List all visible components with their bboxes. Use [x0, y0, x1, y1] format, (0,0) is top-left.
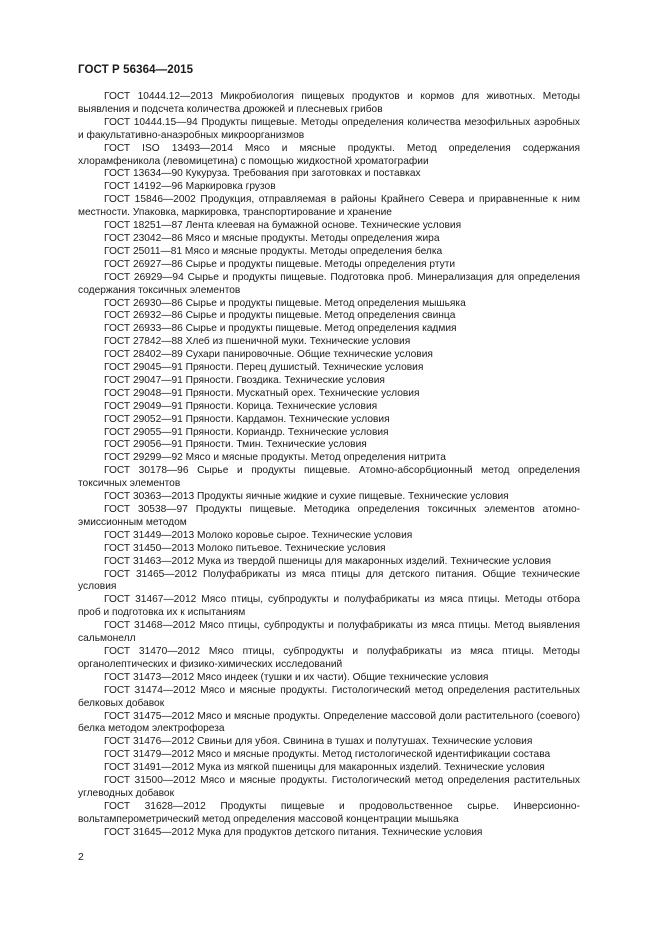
reference-item: ГОСТ 31449—2013 Молоко коровье сырое. Технические условия	[104, 529, 413, 541]
reference-item: ГОСТ 31628—2012 Продукты пищевые и продовольственное сырье. Инверсионно-вольтамперометрический метод определения массовой концентрации мышьяка	[78, 800, 580, 825]
reference-item: ГОСТ 31500—2012 Мясо и мясные продукты. Гистологический метод определения растительных углеводных добавок	[78, 775, 580, 799]
reference-item: ГОСТ 29049—91 Пряности. Корица. Технические условия	[104, 400, 378, 412]
reference-item: ГОСТ 30178—96 Сырье и продукты пищевые. Атомно-абсорбционный метод определения токсичных элементов	[78, 465, 580, 490]
reference-item: ГОСТ 29299—92 Мясо и мясные продукты. Метод определения нитрита	[104, 452, 446, 464]
reference-item: ГОСТ 10444.15—94 Продукты пищевые. Методы определения количества мезофильных аэробных и факультативно-анаэробных микроорганизмов	[78, 116, 580, 141]
reference-item: ГОСТ 18251—87 Лента клеевая на бумажной основе. Технические условия	[104, 220, 462, 232]
reference-item: ГОСТ 28402—89 Сухари панировочные. Общие технические условия	[104, 349, 433, 361]
reference-item: ГОСТ 30363—2013 Продукты яичные жидкие и сухие пищевые. Технические условия	[104, 491, 509, 503]
reference-item: ГОСТ 31470—2012 Мясо птицы, субпродукты и полуфабрикаты из мяса птицы. Методы органолептических и физико-химических исследований	[78, 645, 580, 670]
reference-item: ГОСТ 15846—2002 Продукция, отправляемая в районы Крайнего Севера и приравненные к ним местности. Упаковка, маркировка, транспортирование и хранение	[78, 194, 580, 219]
reference-item: ГОСТ 31465—2012 Полуфабрикаты из мяса птицы для детского питания. Общие технические условия	[78, 568, 580, 593]
reference-item: ГОСТ 29047—91 Пряности. Гвоздика. Технические условия	[104, 374, 385, 386]
page-number: 2	[78, 851, 84, 863]
reference-item: ГОСТ 31463—2012 Мука из твердой пшеницы для макаронных изделий. Технические условия	[104, 555, 551, 567]
reference-item: ГОСТ 13634—90 Кукуруза. Требования при заготовках и поставках	[104, 168, 421, 180]
reference-item: ГОСТ 30538—97 Продукты пищевые. Методика определения токсичных элементов атомно-эмиссионным методом	[78, 504, 580, 528]
reference-item: ГОСТ 26927—86 Сырье и продукты пищевые. Методы определения ртути	[104, 258, 456, 270]
reference-item: ГОСТ 10444.12—2013 Микробиология пищевых продуктов и кормов для животных. Методы выявления и подсчета количества дрожжей и плесневых грибов	[78, 91, 580, 115]
reference-item: ГОСТ 31475—2012 Мясо и мясные продукты. Определение массовой доли растительного (соевого) белка методом электрофореза	[78, 710, 580, 735]
reference-item: ГОСТ 29055—91 Пряности. Кориандр. Технические условия	[104, 426, 389, 438]
reference-item: ГОСТ 26932—86 Сырье и продукты пищевые. Метод определения свинца	[104, 310, 456, 322]
reference-item: ГОСТ 23042—86 Мясо и мясные продукты. Методы определения жира	[104, 232, 440, 244]
reference-item: ГОСТ 31645—2012 Мука для продуктов детского питания. Технические условия	[104, 826, 483, 838]
reference-item: ГОСТ 29048—91 Пряности. Мускатный орех. Технические условия	[104, 387, 420, 399]
reference-item: ГОСТ 31450—2013 Молоко питьевое. Технические условия	[104, 542, 386, 554]
reference-item: ГОСТ 26930—86 Сырье и продукты пищевые. Метод определения мышьяка	[104, 297, 466, 309]
normative-references-list	[78, 91, 580, 840]
reference-item: ГОСТ 31479—2012 Мясо и мясные продукты. Метод гистологической идентификации состава	[104, 749, 551, 761]
reference-item: ГОСТ 14192—96 Маркировка грузов	[104, 181, 276, 193]
reference-item: ГОСТ ISO 13493—2014 Мясо и мясные продукты. Метод определения содержания хлорамфеникола (левомицетина) с помощью жидкостной хроматографии	[78, 142, 580, 167]
reference-item: ГОСТ 31491—2012 Мука из мягкой пшеницы для макаронных изделий. Технические условия	[104, 762, 545, 774]
reference-item: ГОСТ 26929—94 Сырье и продукты пищевые. Подготовка проб. Минерализация для определения содержания токсичных элементов	[78, 271, 580, 296]
reference-item: ГОСТ 29052—91 Пряности. Кардамон. Технические условия	[104, 413, 390, 425]
reference-item: ГОСТ 27842—88 Хлеб из пшеничной муки. Технические условия	[104, 336, 411, 348]
reference-item: ГОСТ 31476—2012 Свиньи для убоя. Свинина в тушах и полутушах. Технические условия	[104, 736, 533, 748]
document-header: ГОСТ Р 56364—2015	[78, 64, 194, 76]
reference-item: ГОСТ 29056—91 Пряности. Тмин. Технические условия	[104, 439, 367, 451]
reference-item: ГОСТ 29045—91 Пряности. Перец душистый. Технические условия	[104, 362, 424, 374]
reference-item: ГОСТ 25011—81 Мясо и мясные продукты. Методы определения белка	[104, 245, 443, 257]
reference-item: ГОСТ 31473—2012 Мясо индеек (тушки и их части). Общие технические условия	[104, 671, 489, 683]
reference-item: ГОСТ 26933—86 Сырье и продукты пищевые. Метод определения кадмия	[104, 323, 457, 335]
reference-item: ГОСТ 31467—2012 Мясо птицы, субпродукты и полуфабрикаты из мяса птицы. Методы отбора проб и подготовка их к испытаниям	[78, 594, 580, 619]
reference-item: ГОСТ 31474—2012 Мясо и мясные продукты. Гистологический метод определения растительных белковых добавок	[78, 684, 580, 709]
reference-item: ГОСТ 31468—2012 Мясо птицы, субпродукты и полуфабрикаты из мяса птицы. Метод выявления сальмонелл	[78, 620, 580, 645]
